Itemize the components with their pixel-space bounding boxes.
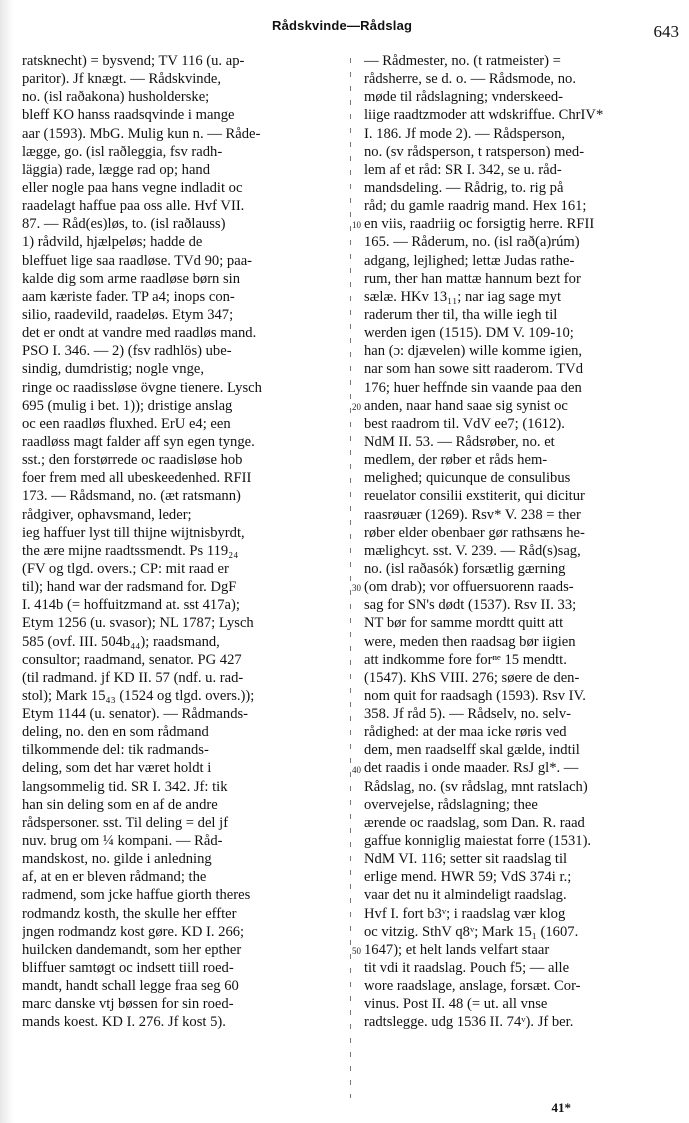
line-number: 20 (352, 401, 361, 412)
text-line: 87. — Råd(es)løs, to. (isl raðlauss) (22, 216, 226, 233)
text-line: (til radmand. jf KD II. 57 (ndf. u. rad- (22, 669, 244, 686)
text-line: mandt, handt schall legge fraa seg 60 (22, 978, 239, 995)
signature-mark: 41* (551, 1100, 571, 1115)
text-line: kalde dig som arme raadløse børn sin (22, 270, 241, 287)
text-line: sælæ. HKv 13₁₁; nar iag sage myt (364, 288, 562, 305)
line-number: 10 (352, 220, 361, 231)
text-line: läggia) rade, lægge rad op; hand (22, 161, 211, 178)
text-line: dem, men raadselff skal gælde, indtil (364, 742, 580, 759)
text-line: langsommelig tid. SR I. 342. Jf: tik (22, 778, 228, 795)
text-line: att indkomme fore forⁿᵉ 15 mendtt. (364, 651, 567, 668)
text-line: I. 414b (= hoffuitzmand at. sst 417a); (22, 597, 240, 614)
text-line: tilkommende del: tik radmands- (22, 742, 209, 759)
text-line: raderum ther til, tha wille iegh til (364, 306, 558, 323)
text-line: NT bør for samme mordtt quitt att (364, 615, 564, 632)
text-line: han sin deling som en af de andre (22, 796, 218, 813)
text-line: wore raadslage, anslage, forsæt. Cor- (364, 978, 581, 995)
text-line: medlem, der røber et råds hem- (364, 452, 548, 469)
text-line: tit vdi it raadslag. Pouch f5; — alle (364, 960, 570, 977)
text-line: the ære mijne raadtssmendt. Ps 119₂₄ (22, 542, 239, 559)
text-line: NdM VI. 116; setter sit raadslag til (364, 851, 568, 868)
text-line: ratsknecht) = bysvend; TV 116 (u. ap- (22, 53, 245, 69)
text-line: 1) rådvild, hjælpeløs; hadde de (22, 234, 203, 251)
text-line: 176; huer heffnde sin vaande paa den (364, 379, 582, 396)
text-line: raadelagt haffue paa oss alle. Hvf VII. (22, 198, 245, 215)
text-line: ieg haffuer lyst till thijne wijtnisbyrdt, (22, 524, 245, 541)
text-line: rådspersoner. sst. Til deling = del jf (22, 814, 229, 831)
text-line: erlige mend. HWR 59; VdS 374i r.; (364, 869, 572, 886)
text-line: en viis, raadriig oc forsigtig herre. RFII (364, 216, 595, 233)
text-line: jngen rodmandz kost gøre. KD I. 266; (22, 923, 245, 940)
text-line: nar som han sowe sitt raaderom. TVd (364, 361, 583, 378)
text-line: rum, ther han mattæ hannum bezt for (364, 270, 581, 287)
text-line: det raadis i onde maader. RsJ gl*. — (364, 760, 579, 777)
text-line: deling, som det har været holdt i (22, 760, 212, 777)
text-line: 1647); et helt lands velfart staar (364, 941, 550, 958)
text-line: oc een raadløs fluxhed. ErU e4; een (22, 415, 231, 432)
page-edge-shadow (0, 0, 14, 1123)
text-line: 358. Jf råd 5). — Rådselv, no. selv- (364, 706, 571, 723)
text-line: vaar det nu it almindeligt raadslag. (364, 887, 567, 904)
left-column (22, 52, 342, 1032)
text-line: 173. — Rådsmand, no. (æt ratsmann) (22, 488, 241, 505)
text-line: (FV og tlgd. overs.; CP: mit raad er (22, 560, 229, 577)
text-line: melighed; quicunque de consulibus (364, 470, 571, 487)
text-line: deling, no. den en som rådmand (22, 724, 209, 741)
right-column (364, 52, 679, 1032)
text-line: mands koest. KD I. 276. Jf kost 5). (22, 1014, 226, 1031)
text-line: stol); Mark 15₄₃ (1524 og tlgd. overs.)); (22, 687, 255, 704)
text-line: bleffuet lige saa raadløse. TVd 90; paa- (22, 252, 253, 269)
text-line: møde til rådslagning; vnderskeed- (364, 89, 563, 106)
text-line: radmend, som jcke haffue giorth theres (22, 887, 251, 904)
page-number: 643 (653, 22, 679, 41)
text-line: rådighed: at der maa icke røris ved (364, 724, 567, 741)
text-line: — Rådmester, no. (t ratmeister) = (364, 53, 561, 69)
text-line: nom quit for raadsagh (1593). Rsv IV. (364, 687, 586, 704)
text-line: best raadrom til. VdV ee7; (1612). (364, 415, 565, 432)
text-line: til); hand war der radsmand for. DgF (22, 579, 237, 596)
text-line: mandsdeling. — Rådrig, to. rig på (364, 179, 564, 196)
text-line: sst.; den forstørrede oc raadisløse hob (22, 452, 243, 469)
text-line: (1547). KhS VIII. 276; søere de den- (364, 669, 580, 686)
text-line: marc danske vtj bøssen for sin roed- (22, 996, 234, 1013)
text-line: nuv. brug om ¼ kompani. — Råd- (22, 833, 223, 850)
text-line: mælighcyt. sst. V. 239. — Råd(s)sag, (364, 542, 581, 559)
text-line: sindig, dumdristig; nogle vnge, (22, 361, 205, 378)
text-line: raadløss magt falder aff syn egen tynge. (22, 433, 255, 450)
text-line: paritor). Jf knægt. — Rådskvinde, (22, 71, 222, 88)
text-line: lægge, go. (isl raðleggia, fsv radh- (22, 143, 223, 160)
text-line: Hvf I. fort b3ᵛ; i raadslag vær klog (364, 905, 566, 922)
text-line: foer frem med all ubeskeedenhed. RFII (22, 470, 252, 487)
text-line: vinus. Post II. 48 (= ut. all vnse (364, 996, 548, 1013)
page-header (0, 14, 689, 40)
text-line: han (ɔ: djævelen) wille komme igien, (364, 343, 583, 360)
text-line: no. (isl raðakona) husholderske; (22, 89, 210, 106)
line-number: 30 (352, 583, 361, 594)
text-line: ærende oc raadslag, som Dan. R. raad (364, 814, 585, 831)
text-line: aar (1593). MbG. Mulig kun n. — Råde- (22, 125, 261, 142)
text-line: I. 186. Jf mode 2). — Rådsperson, (364, 125, 566, 142)
text-line: aam kæriste fader. TP a4; inops con- (22, 288, 235, 305)
running-head: Rådskvinde—Rådslag (272, 18, 413, 33)
text-line: (om drab); vor offuersuorenn raads- (364, 579, 574, 596)
text-line: mandskost, no. gilde i anledning (22, 851, 212, 868)
text-line: 585 (ovf. III. 504b₄₄); raadsmand, (22, 633, 220, 650)
text-line: oc vitzig. SthV q8ᵛ; Mark 15₁ (1607. (364, 923, 579, 940)
text-line: bliffuer samtøgt oc indsett tiill roed- (22, 960, 234, 977)
text-line: NdM II. 53. — Rådsrøber, no. et (364, 433, 555, 450)
text-line: råd; du gamle raadrig mand. Hex 161; (364, 198, 587, 215)
text-line: eller nogle paa hans vegne indladit oc (22, 179, 243, 196)
text-line: huilcken dandemandt, som her epther (22, 941, 242, 958)
text-line: Etym 1144 (u. senator). — Rådmands- (22, 706, 249, 723)
text-line: røber elder obenbaer gør rathsæns he- (364, 524, 585, 541)
text-line: were, meden then raadsag bør iigien (364, 633, 576, 650)
text-line: det er ondt at vandre med raadløs mand. (22, 325, 257, 342)
text-line: PSO I. 346. — 2) (fsv radhlös) ube- (22, 343, 232, 360)
text-line: 165. — Råderum, no. (isl rað(a)rúm) (364, 234, 580, 251)
text-line: bleff KO hanss raadsqvinde i mange (22, 107, 235, 124)
text-line: rådgiver, ophavsmand, leder; (22, 506, 192, 523)
text-line: 695 (mulig i bet. 1)); dristige anslag (22, 397, 233, 414)
text-line: overvejelse, rådslagning; thee (364, 796, 538, 813)
column-divider (350, 58, 351, 1098)
text-line: gaffue konniglig maiestat forre (1531). (364, 833, 592, 850)
text-line: radtslegge. udg 1536 II. 74ᵛ). Jf ber. (364, 1014, 574, 1031)
text-line: ringe oc raadissløse övgne tienere. Lysch (22, 379, 262, 396)
text-line: lem af et råd: SR I. 342, se u. råd- (364, 161, 562, 178)
text-line: raasrøuær (1269). Rsv* V. 238 = ther (364, 506, 581, 523)
text-line: sag for SN's dødt (1537). Rsv II. 33; (364, 597, 577, 614)
text-line: anden, naar hand saae sig synist oc (364, 397, 568, 414)
text-line: adgang, lejlighed; lettæ Judas rathe- (364, 252, 575, 269)
text-line: liige raadtzmoder att wdskriffue. ChrIV* (364, 107, 604, 124)
text-line: werden igen (1515). DM V. 109-10; (364, 325, 574, 342)
text-line: rådsherre, se d. o. — Rådsmode, no. (364, 71, 576, 88)
text-line: rodmandz kosth, the skulle her effter (22, 905, 237, 922)
text-line: no. (sv rådsperson, t ratsperson) med- (364, 143, 585, 160)
line-number: 40 (352, 764, 361, 775)
text-line: no. (isl raðasók) forsætlig gærning (364, 560, 566, 577)
text-line: Etym 1256 (u. svasor); NL 1787; Lysch (22, 615, 254, 632)
line-number: 50 (352, 946, 361, 957)
text-line: af, at en er bleven rådmand; the (22, 869, 207, 886)
text-line: reuelator consilii exstiterit, qui dicitur (364, 488, 585, 505)
text-line: consultor; raadmand, senator. PG 427 (22, 651, 242, 668)
text-line: silio, raadevild, raadeløs. Etym 347; (22, 306, 234, 323)
text-line: Rådslag, no. (sv rådslag, mnt ratslach) (364, 778, 588, 795)
